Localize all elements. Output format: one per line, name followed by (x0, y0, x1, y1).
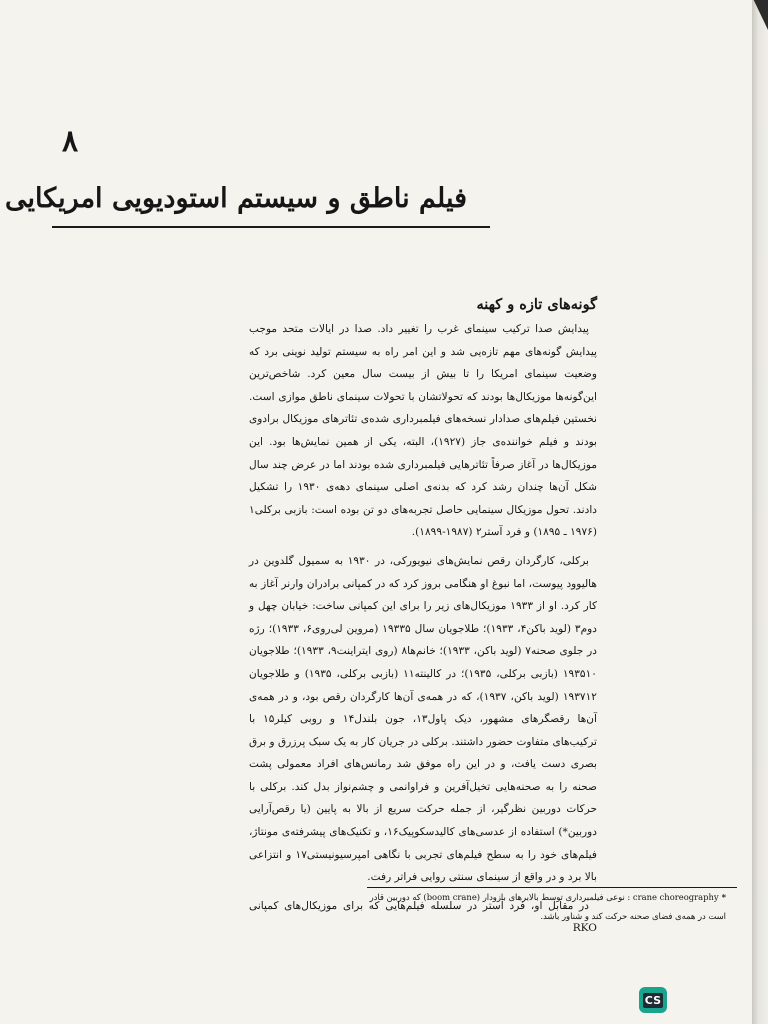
section-heading: گونه‌های تازه و کهنه (476, 296, 597, 313)
footnote-text: crane choreography : نوعی فیلمبرداری توسط بالابرهای بازودار (boom crane) که دوربین قادر است در همه‌ی فضای صحنه حرکت کند و شناور باشد. (369, 892, 726, 921)
camscanner-logo-icon (639, 987, 667, 1013)
footnote (366, 888, 726, 926)
footnote-marker: * (721, 892, 726, 902)
chapter-number: ۸ (62, 124, 79, 159)
body-text (249, 318, 597, 940)
camscanner-logo-label: CS (644, 993, 662, 1007)
chapter-title: فیلم ناطق و سیستم استودیویی امریکایی (5, 183, 467, 214)
paragraph-1: پیدایش صدا ترکیب سینمای غرب را تغییر داد. صدا در ایالات متحد موجب پیدایش گونه‌های مهم تازه‌یی شد و این امر راه به سیستم تولید نوینی برد که وضعیت سینمای امریکا را تا بیش از بیست سال معین کرد. شاخص‌ترین این‌گونه‌ها موزیکال‌ها بودند که تحولاتشان با تحولات سینمای ناطق موازی است. نخستین فیلم‌های صدادار نسخه‌های فیلمبرداری شده‌ی تئاترهای موزیکال برادوی بودند و فیلم خواننده‌ی جاز (۱۹۲۷)، البته، یکی از همین نمایش‌ها بود. این موزیکال‌ها در آغاز صرفاً تئاترهایی فیلمبرداری شده بودند اما در عرض چند سال شکل آن‌ها چندان رشد کرد که بدنه‌ی اصلی سینمای دهه‌ی ۱۹۳۰ را تشکیل دادند. تحول موزیکال سینمایی حاصل تجربه‌های دو تن بوده است: بازبی برکلی۱ (۱۹۷۶ ـ ۱۸۹۵) و فرد آستر۲ (۱۹۸۷-۱۸۹۹). (249, 323, 597, 539)
paragraph-2: برکلی، کارگردان رقص نمایش‌های نیویورکی، در ۱۹۳۰ به سمیول گلدوین در هالیوود پیوست، اما نبوغ او هنگامی بروز کرد که در کمپانی برادران وارنر آغاز به کار کرد. او از ۱۹۳۳ موزیکال‌های زیر را برای این کمپانی ساخت: خیابان چهل و دوم۳ (لوید باکن۴، ۱۹۳۳)؛ طلاجویان سال ۱۹۳۳۵ (مروین لی‌روی۶، ۱۹۳۳)؛ رژه در جلوی صحنه۷ (لوید باکن، ۱۹۳۳)؛ خانم‌ها۸ (روی ایتراینت۹، ۱۹۳۳)؛ طلاجویان ۱۹۳۵۱۰ (بازبی برکلی، ۱۹۳۵)؛ در کالینته۱۱ (بازبی برکلی، ۱۹۳۵) و طلاجویان ۱۹۳۷۱۲ (لوید باکن، ۱۹۳۷)، که در همه‌ی آن‌ها کارگردان رقص بود، و در همه‌ی آن‌ها رقصگرهای مشهور، دیک پاول۱۳، جون بلندل۱۴ و روبی کیلر۱۵ با ترکیب‌های متفاوت حضور داشتند. برکلی در جریان کار به یک سبک پرزرق و برق بصری دست یافت، و در این راه موفق شد رمانس‌های افراد معمولی پشت صحنه را به صحنه‌هایی تخیل‌آفرین و فراوانمی و چشم‌نواز بدل کند. برکلی با حرکات دوربین نظرگیر، از جمله حرکت سریع از بالا به پایین (یا رقص‌آرایی دوربین*) استفاده از عدسی‌های کالیدسکوپیک۱۶، و تکنیک‌های پیشرفته‌ی مونتاژ، فیلم‌های خود را به سطح فیلم‌های تجربی با نگاهی امپرسیونیستی۱۷ و انتزاعی بالا برد و در واقع از سینمای سنتی روایی فراتر رفت. (249, 554, 598, 884)
title-underline (52, 226, 490, 228)
page-edge-shadow (752, 0, 768, 1024)
paragraph-3: در مقابل او، فرد آستر در سلسله فیلم‌هایی که برای موزیکال‌های کمپانی RKO (249, 899, 597, 935)
